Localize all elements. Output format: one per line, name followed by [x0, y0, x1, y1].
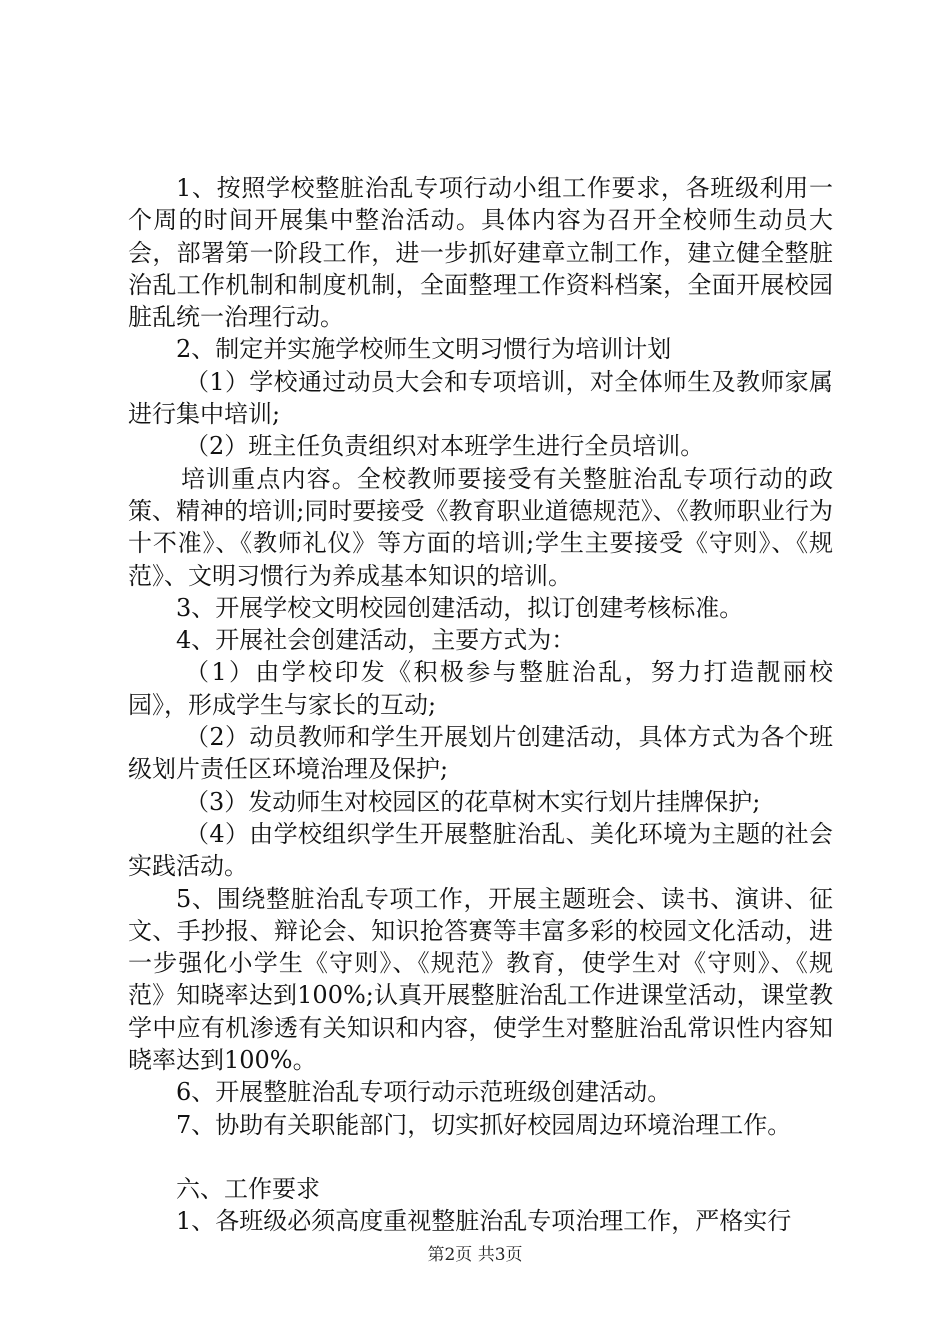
document-body — [128, 172, 833, 1238]
paragraph-item-5: 5、围绕整脏治乱专项工作，开展主题班会、读书、演讲、征文、手抄报、辩论会、知识抢答赛等丰富多彩的校园文化活动，进一步强化小学生《守则》、《规范》教育，使学生对《守则》、《规范》知晓率达到100%;认真开展整脏治乱工作进课堂活动，课堂教学中应有机渗透有关知识和内容，使学生对整脏治乱常识性内容知晓率达到100%。 — [128, 884, 833, 1075]
paragraph-item-3: 3、开展学校文明校园创建活动，拟订创建考核标准。 — [176, 593, 744, 622]
section-heading-work-requirements: 六、工作要求 — [176, 1174, 320, 1203]
paragraph-subitem-1: （1）学校通过动员大会和专项培训，对全体师生及教师家属进行集中培训; — [128, 367, 833, 429]
paragraph-subitem-4-4: （4）由学校组织学生开展整脏治乱、美化环境为主题的社会实践活动。 — [128, 819, 833, 881]
paragraph-item-7: 7、协助有关职能部门，切实抓好校园周边环境治理工作。 — [176, 1110, 792, 1139]
paragraph-item-6: 6、开展整脏治乱专项行动示范班级创建活动。 — [176, 1078, 672, 1107]
paragraph-subitem-4-3: （3）发动师生对校园区的花草树木实行划片挂牌保护; — [185, 787, 761, 816]
paragraph-item-1: 1、按照学校整脏治乱专项行动小组工作要求，各班级利用一个周的时间开展集中整治活动。具体内容为召开全校师生动员大会，部署第一阶段工作，进一步抓好建章立制工作，建立健全整脏治乱工作机制和制度机制，全面整理工作资料档案，全面开展校园脏乱统一治理行动。 — [128, 174, 833, 332]
paragraph-subitem-4-1: （1）由学校印发《积极参与整脏治乱，努力打造靓丽校园》，形成学生与家长的互动; — [128, 658, 833, 719]
paragraph-item-2: 2、制定并实施学校师生文明习惯行为培训计划 — [176, 335, 672, 364]
paragraph-training-content: 培训重点内容。全校教师要接受有关整脏治乱专项行动的政策、精神的培训;同时要接受《教育职业道德规范》、《教师职业行为十不准》、《教师礼仪》等方面的培训;学生主要接受《守则》、《规范》、文明习惯行为养成基本知识的培训。 — [128, 464, 833, 590]
paragraph-requirement-1: 1、各班级必须高度重视整脏治乱专项治理工作，严格实行 — [176, 1207, 792, 1236]
paragraph-item-4: 4、开展社会创建活动，主要方式为： — [176, 626, 576, 655]
paragraph-subitem-2: （2）班主任负责组织对本班学生进行全员培训。 — [185, 432, 705, 461]
section-spacer — [128, 1141, 833, 1173]
paragraph-subitem-4-2: （2）动员教师和学生开展划片创建活动，具体方式为各个班级划片责任区环境治理及保护; — [128, 723, 833, 784]
page-number-footer: 第2页 共3页 — [427, 1245, 523, 1265]
